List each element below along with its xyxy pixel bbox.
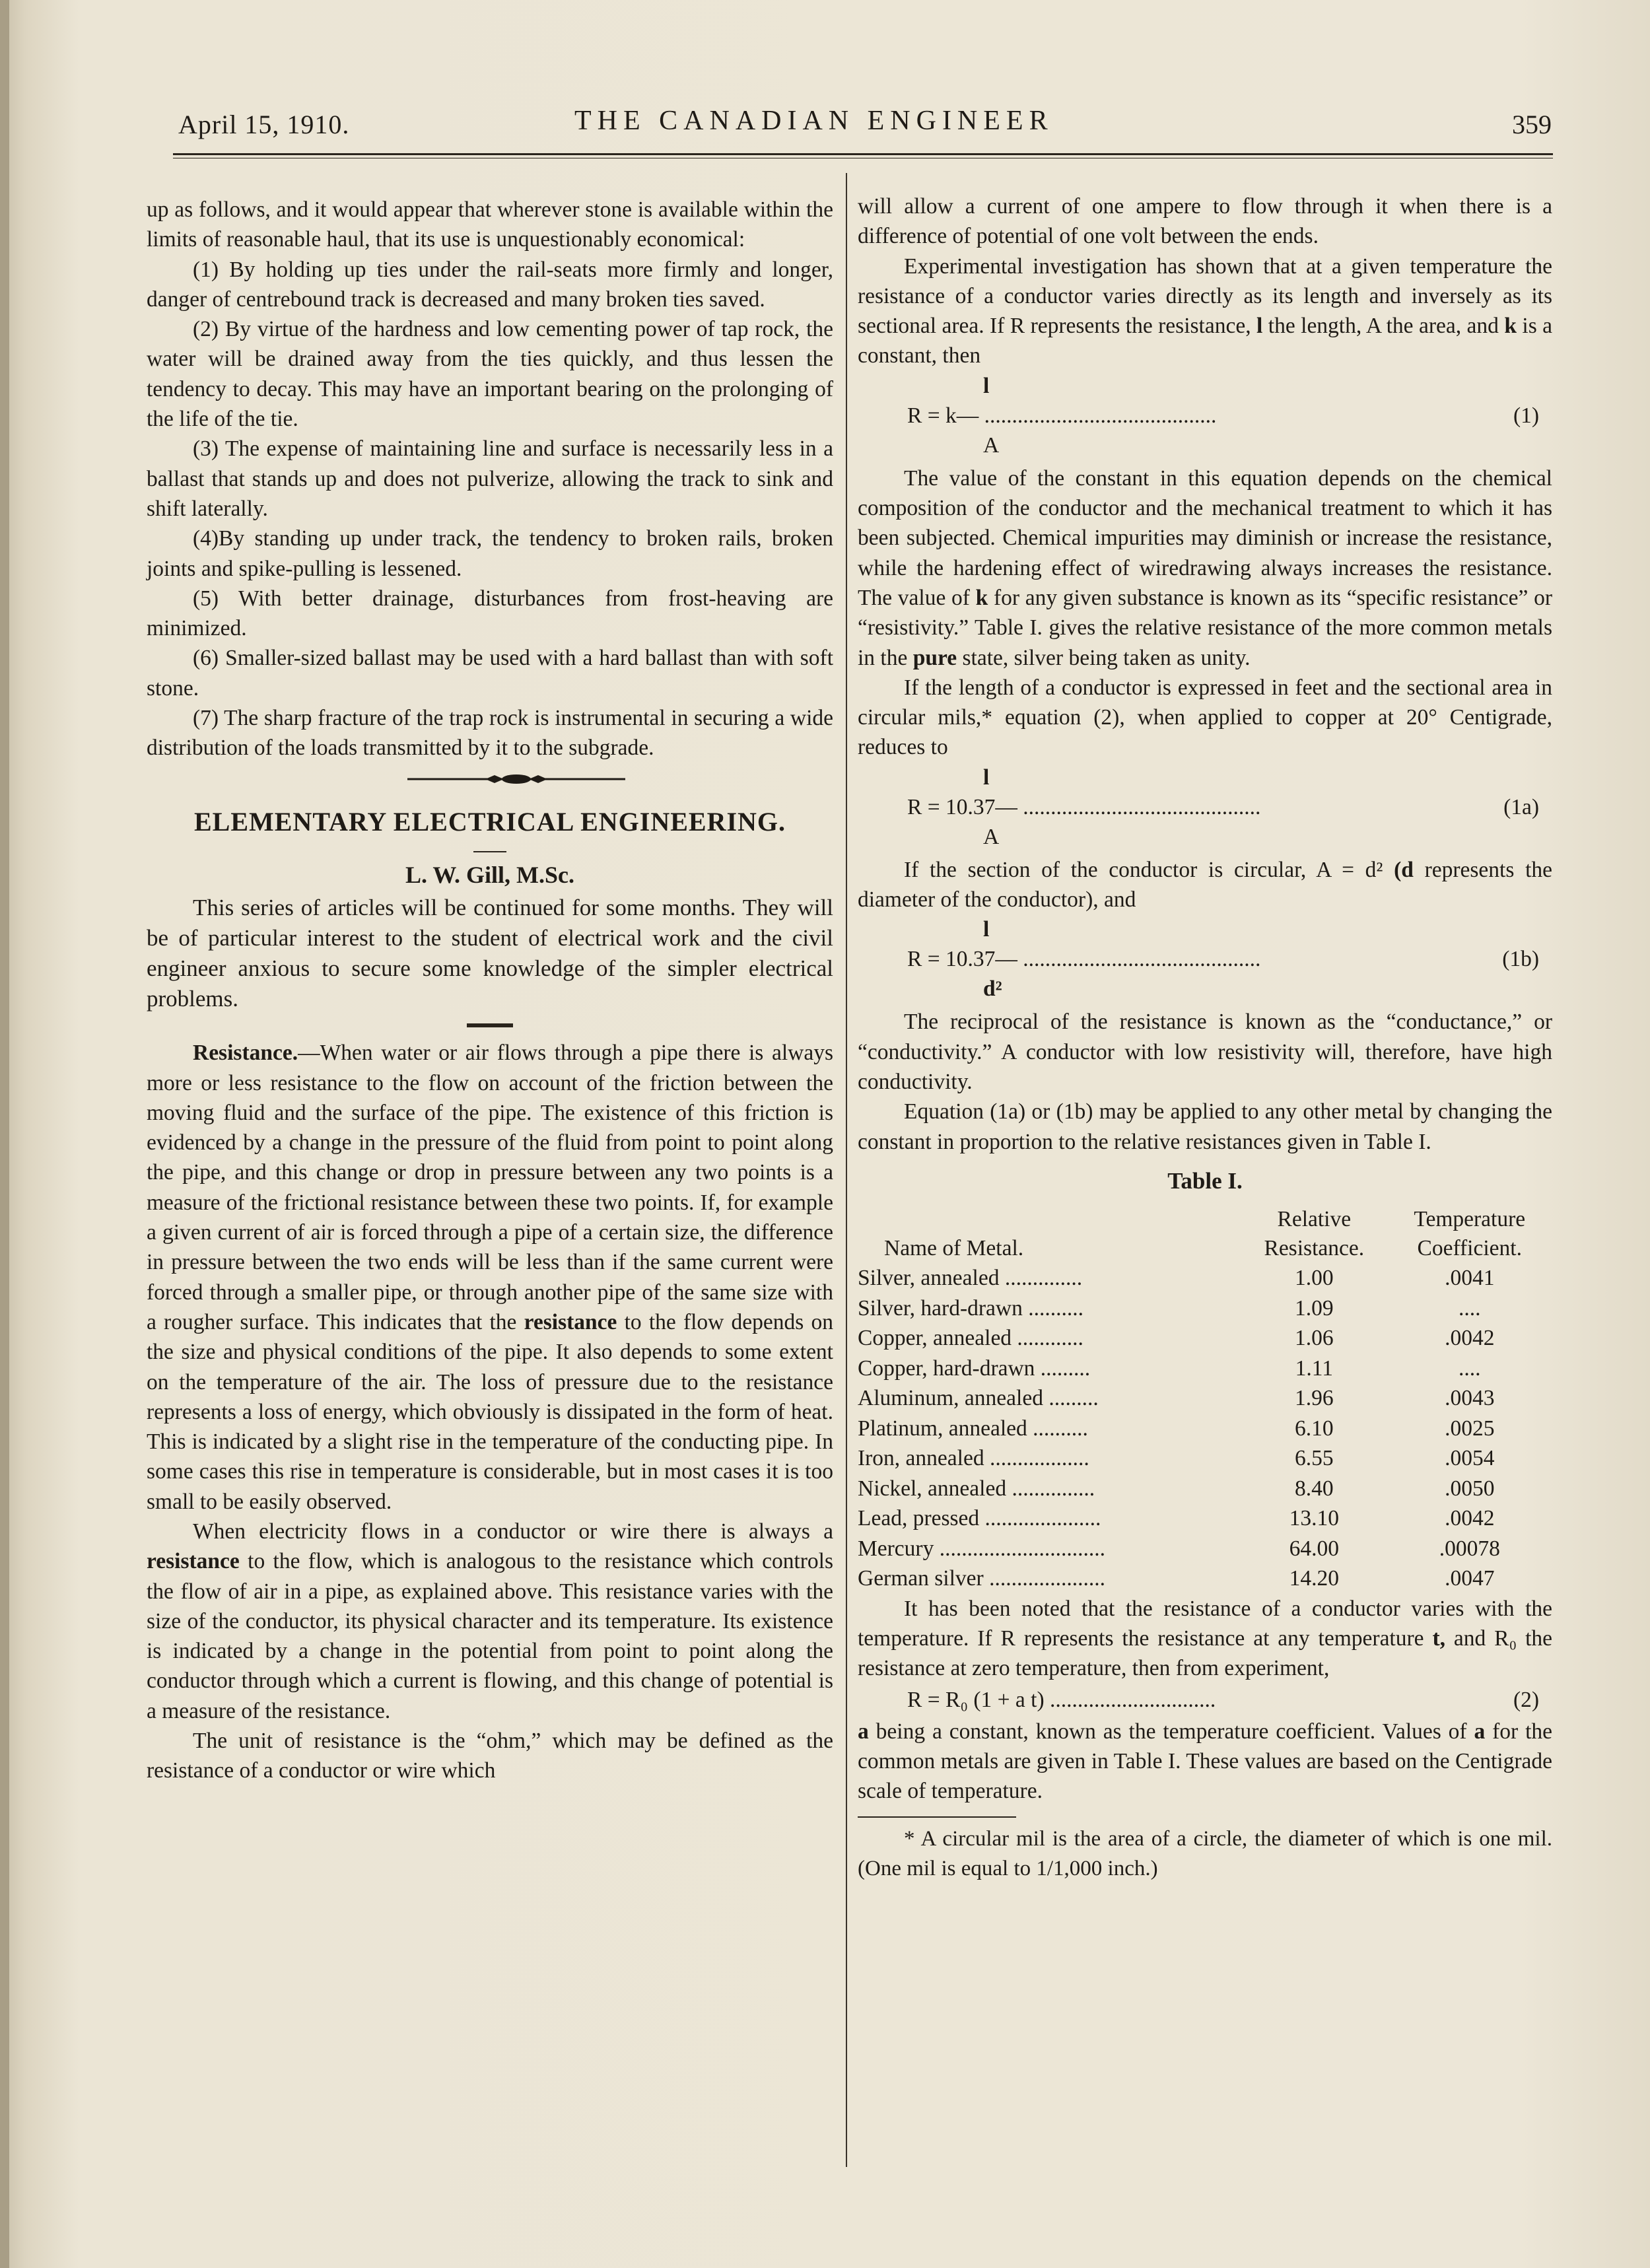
table-row: Nickel, annealed ............... 8.40 .0050 (858, 1476, 1495, 1501)
header-title: THE CANADIAN ENGINEER (574, 106, 1054, 136)
equation-1-number: (1) (1513, 403, 1539, 428)
intro-rule (467, 1023, 513, 1027)
column-divider (846, 173, 847, 2167)
title-rule (473, 851, 506, 852)
constant-paragraph: The value of the constant in this equation depends on the chemical composition of the conductor and the mechanical treatment to which it has been subjected. Chemical impurities may diminish or increase the resistance, while the hardening effect of wiredrawing always increases the resistance. The value of k for any given substance is known as its “specific resistance” or “resistivity.” Table I. gives the relative resistance of the more common metals in the pure state, silver being taken as unity. (858, 465, 1553, 670)
table-row: Silver, annealed .............. 1.00 .0041 (858, 1266, 1495, 1291)
ohm-continuation: will allow a current of one ampere to flow through it when there is a difference of potential of one volt between the ends. (858, 194, 1552, 249)
ballast-item-7: (7) The sharp fracture of the trap rock is instrumental in securing a wide distribution of the loads transmitted by it to the subgrade. (147, 706, 833, 761)
table-row: German silver ..................... 14.20 .0047 (858, 1566, 1495, 1591)
page-header (178, 106, 1552, 155)
table-row: Silver, hard-drawn .......... 1.09 .... (858, 1295, 1481, 1321)
article-title: ELEMENTARY ELECTRICAL ENGINEERING. (193, 806, 786, 837)
ballast-item-2: (2) By virtue of the hardness and low cementing power of tap rock, the water will be drained away from the ties quickly, and thus lessen the tendency to decay. This may have an important bearing on the prolonging of the life of the tie. (147, 317, 833, 432)
equation-1b-numerator: l (983, 917, 990, 942)
circular-mils-paragraph: If the length of a conductor is expressed in feet and the sectional area in circular mils,* equation (2), when applied to copper at 20° Centigrade, reduces to (858, 675, 1552, 760)
footnote-rule (858, 1816, 1016, 1818)
ballast-item-5: (5) With better drainage, disturbances from frost-heaving are minimized. (147, 586, 833, 641)
table-row: Copper, annealed ............ 1.06 .0042 (858, 1326, 1495, 1351)
table-row: Platinum, annealed .......... 6.10 .0025 (858, 1416, 1495, 1441)
header-rule (173, 153, 1553, 158)
equation-1a-denominator: A (983, 824, 1000, 849)
table-title: Table I. (1167, 1167, 1243, 1194)
table-row: Lead, pressed ..................... 13.10 .0042 (858, 1506, 1495, 1531)
metals-table (858, 1205, 1552, 1594)
equation-1a-number: (1a) (1503, 794, 1539, 819)
table-row: Aluminum, annealed ......... 1.96 .0043 (858, 1386, 1495, 1411)
equation-2 (858, 1684, 1552, 1717)
equation-1 (858, 371, 1552, 464)
coefficient-paragraph: a being a constant, known as the temperature coefficient. Values of a for the common metals are given in Table I. These values are based on the Centigrade scale of temperature. (858, 1719, 1553, 1804)
equation-1-denominator: A (983, 432, 1000, 458)
table-row: Iron, annealed .................. 6.55 .0054 (858, 1446, 1495, 1471)
ballast-intro: up as follows, and it would appear that wherever stone is available within the limits of reasonable haul, that its use is unquestionably economical: (147, 197, 833, 252)
table-header-row (858, 1205, 1552, 1263)
ballast-item-4: (4)By standing up under track, the tendency to broken rails, broken joints and spike-pulling is lessened. (147, 526, 833, 581)
equation-1a-numerator: l (983, 765, 990, 790)
equation-1b (858, 914, 1552, 1007)
ohm-paragraph: The unit of resistance is the “ohm,” which may be defined as the resistance of a conductor or wire which (147, 1729, 833, 1783)
experimental-paragraph: Experimental investigation has shown that at a given temperature the resistance of a conductor varies directly as its length and inversely as its sectional area. If R represents the resistance, l the length, A the area, and k is a constant, then (858, 254, 1553, 368)
table-row: Mercury .............................. 64.00 .00078 (858, 1536, 1500, 1561)
equation-usage-paragraph: Equation (1a) or (1b) may be applied to any other metal by changing the constant in proportion to the relative resistances given in Table I. (858, 1099, 1552, 1154)
resistance-heading: Resistance. (193, 1041, 298, 1066)
temperature-paragraph: It has been noted that the resistance of a conductor varies with the temperature. If R represents the resistance at any temperature t, and R₀ the resistance at zero temperature, then from experiment, (858, 1596, 1553, 1681)
header-relative: Relative Resistance. (1264, 1207, 1365, 1261)
conductance-paragraph: The reciprocal of the resistance is known as the “conductance,” or “conductivity.” A conductor with low resistivity will, therefore, have high conductivity. (858, 1010, 1552, 1094)
binding-edge (0, 0, 9, 2268)
table-row: Copper, hard-drawn ......... 1.11 .... (858, 1356, 1481, 1381)
series-intro: This series of articles will be continued for some months. They will be of particular interest to the student of electrical work and the civil engineer anxious to secure some knowledge of the simpler electrical problems. (147, 895, 833, 1012)
right-column (858, 191, 1552, 1884)
resistance-paragraph: Resistance.—When water or air flows through a pipe there is always more or less resistance to the flow on account of the friction between the moving fluid and the surface of the pipe. The existence of this friction is evidenced by a change in the pressure of the fluid from point to point along the pipe, and this change or drop in pressure between any two points is a measure of the frictional resistance between these two points. If, for example a given current of air is forced through a pipe of a certain size, the difference in pressure between the two ends will be less than if the same current were forced through a smaller pipe, or through another pipe of the same size with a rougher surface. This indicates that the resistance to the flow depends on the size and physical conditions of the pipe. It also depends to some extent on the temperature of the air. The loss of pressure due to the resistance represents a loss of energy, which obviously is dissipated in the form of heat. This is indicated by a slight rise in the temperature of the conducting pipe. In some cases this rise in temperature is considerable, but in most cases it is too small to be easily observed. (147, 1041, 833, 1514)
equation-2-body: R = R₀ (1 + a t) .............................. (907, 1687, 1216, 1712)
equation-1b-denominator: d² (983, 977, 1002, 1002)
ballast-item-1: (1) By holding up ties under the rail-seats more firmly and longer, danger of centrebound track is decreased and many broken ties saved. (147, 257, 833, 312)
equation-1b-number: (1b) (1502, 947, 1539, 972)
footnote: * A circular mil is the area of a circle, the diameter of which is one mil. (One mil is equal to 1/1,000 inch.) (858, 1827, 1552, 1881)
page-number: 359 (1512, 110, 1552, 139)
header-date: April 15, 1910. (178, 110, 350, 139)
equation-1a-body: R = 10.37— ........................................... (907, 794, 1261, 819)
circular-section-paragraph: If the section of the conductor is circular, A = d² (d represents the diameter of the conductor), and (858, 857, 1552, 912)
equation-1-body: R = k— .......................................... (907, 403, 1217, 428)
left-column (147, 195, 833, 1786)
table-body (858, 1263, 1552, 1594)
equation-2-number: (2) (1513, 1687, 1539, 1712)
equation-1-numerator: l (983, 373, 990, 398)
section-ornament (407, 771, 625, 787)
electricity-paragraph: When electricity flows in a conductor or wire there is always a resistance to the flow, which is analogous to the resistance which controls the flow of air in a pipe, as explained above. This resistance varies with the size of the conductor, its physical character and its temperature. Its existence is indicated by a change in the potential from point to point along the conductor through which a current is flowing, and this change of potential is a measure of the resistance. (147, 1519, 834, 1723)
ballast-item-3: (3) The expense of maintaining line and surface is necessarily less in a ballast that stands up and does not pulverize, allowing the track to sink and shift laterally. (147, 436, 833, 521)
header-temperature: Temperature Coefficient. (1414, 1207, 1526, 1261)
equation-1a (858, 763, 1552, 855)
article-author: L. W. Gill, M.Sc. (405, 861, 575, 888)
equation-1b-body: R = 10.37— ........................................... (907, 947, 1261, 972)
ballast-item-6: (6) Smaller-sized ballast may be used with a hard ballast than with soft stone. (147, 646, 833, 701)
header-name: Name of Metal. (884, 1235, 1024, 1260)
